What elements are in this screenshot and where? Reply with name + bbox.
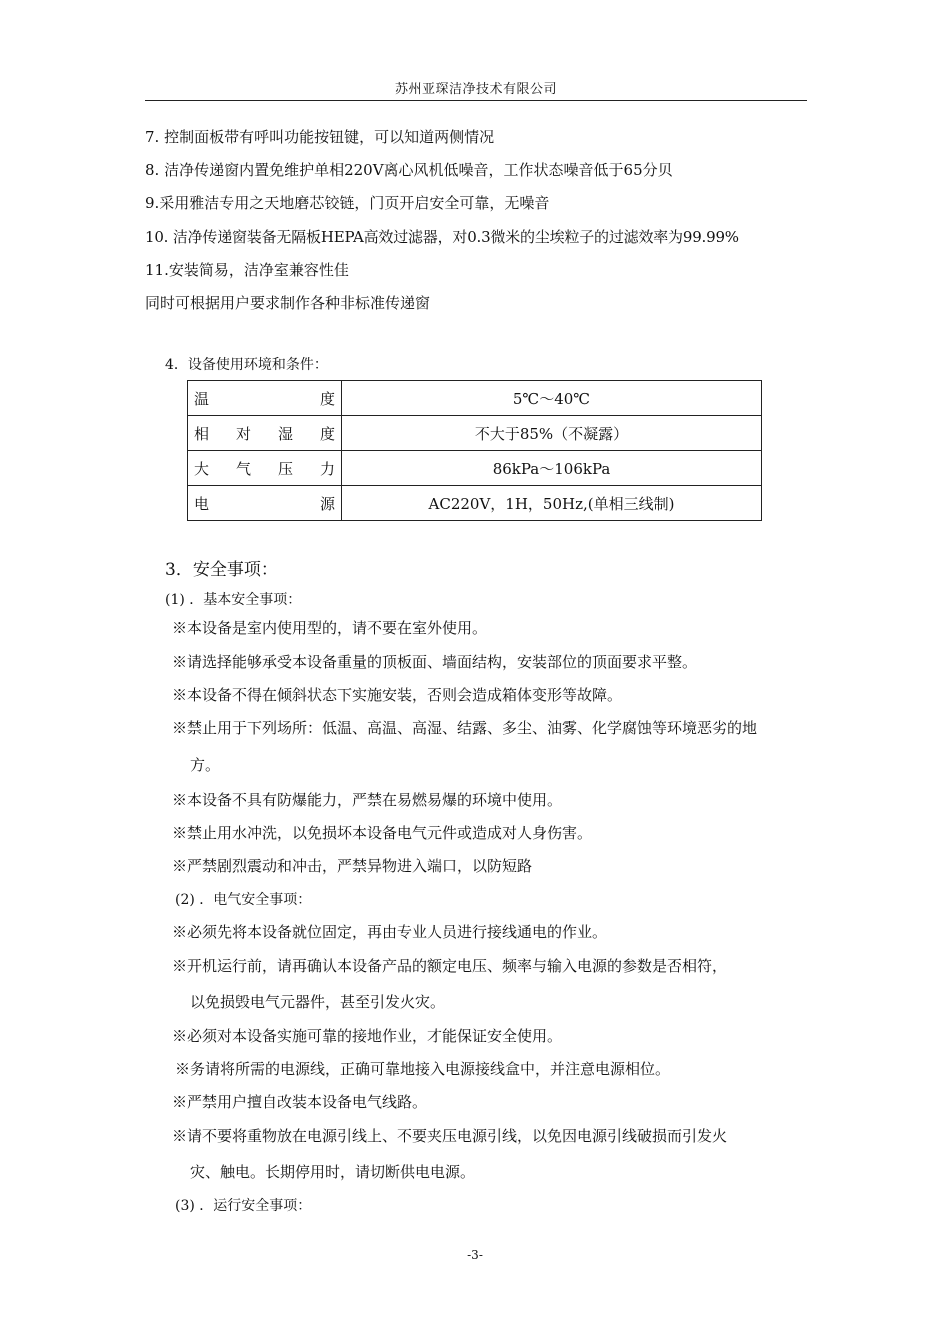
safety-item: ※必须对本设备实施可靠的接地作业，才能保证安全使用。 (172, 1027, 563, 1045)
safety-item: ※请不要将重物放在电源引线上、不要夹压电源引线，以免因电源引线破损而引发火 (172, 1127, 728, 1145)
safety-item: ※本设备不得在倾斜状态下实施安装，否则会造成箱体变形等故障。 (172, 686, 623, 704)
feature-item: 9.采用雅洁专用之天地磨芯铰链，门页开启安全可靠，无噪音 (145, 194, 550, 212)
page-number: -3- (467, 1248, 483, 1262)
feature-item: 11.安装简易，洁净室兼容性佳 (145, 261, 349, 279)
safety-item: ※禁止用于下列场所：低温、高温、高湿、结露、多尘、油雾、化学腐蚀等环境恶劣的地 (172, 719, 758, 737)
env-value-temperature: 5℃～40℃ (342, 381, 762, 416)
feature-item: 8. 洁净传递窗内置免维护单相220V离心风机低噪音，工作状态噪音低于65分贝 (145, 161, 673, 179)
env-label-power: 电 源 (188, 486, 342, 521)
env-value-power: AC220V，1H，50Hz,(单相三线制) (342, 486, 762, 521)
safety-item: ※务请将所需的电源线，正确可靠地接入电源接线盒中，并注意电源相位。 (175, 1060, 671, 1078)
table-row (188, 416, 762, 451)
header-divider (145, 100, 807, 101)
safety-item: ※本设备不具有防爆能力，严禁在易燃易爆的环境中使用。 (172, 791, 563, 809)
feature-item: 10. 洁净传递窗装备无隔板HEPA高效过滤器，对0.3微米的尘埃粒子的过滤效率为99.99% (145, 228, 739, 246)
safety-section-title: 3．安全事项： (165, 560, 278, 580)
safety-item-continued: 灾、触电。长期停用时，请切断供电电源。 (190, 1163, 476, 1181)
safety-item: ※必须先将本设备就位固定，再由专业人员进行接线通电的作业。 (172, 923, 608, 941)
basic-safety-title: (1) ．基本安全事项： (165, 592, 302, 608)
safety-item: ※本设备是室内使用型的，请不要在室外使用。 (172, 619, 488, 637)
table-row (188, 381, 762, 416)
env-value-pressure: 86kPa～106kPa (342, 451, 762, 486)
env-label-temperature: 温 度 (188, 381, 342, 416)
electric-safety-title: (2) ．电气安全事项： (175, 892, 312, 908)
safety-item: ※开机运行前，请再确认本设备产品的额定电压、频率与输入电源的参数是否相符， (172, 957, 728, 975)
env-conditions-table (187, 380, 762, 521)
safety-item: ※禁止用水冲洗，以免损坏本设备电气元件或造成对人身伤害。 (172, 824, 593, 842)
env-value-humidity: 不大于85%（不凝露） (342, 416, 762, 451)
feature-item: 7. 控制面板带有呼叫功能按钮键，可以知道两侧情况 (145, 128, 495, 146)
page-header-company: 苏州亚琛洁净技术有限公司 (394, 82, 557, 97)
env-section-title: 4．设备使用环境和条件： (165, 357, 328, 373)
table-row (188, 451, 762, 486)
safety-item: ※请选择能够承受本设备重量的顶板面、墙面结构，安装部位的顶面要求平整。 (172, 653, 698, 671)
env-label-humidity: 相 对 湿 度 (188, 416, 342, 451)
feature-note: 同时可根据用户要求制作各种非标准传递窗 (145, 294, 431, 312)
table-row (188, 486, 762, 521)
safety-item-continued: 以免损毁电气元器件，甚至引发火灾。 (190, 993, 446, 1011)
safety-item: ※严禁剧烈震动和冲击，严禁异物进入端口，以防短路 (172, 857, 533, 875)
safety-item: ※严禁用户擅自改装本设备电气线路。 (172, 1093, 428, 1111)
env-label-pressure: 大 气 压 力 (188, 451, 342, 486)
run-safety-title: (3) ．运行安全事项： (175, 1198, 312, 1214)
safety-item-continued: 方。 (190, 756, 221, 774)
